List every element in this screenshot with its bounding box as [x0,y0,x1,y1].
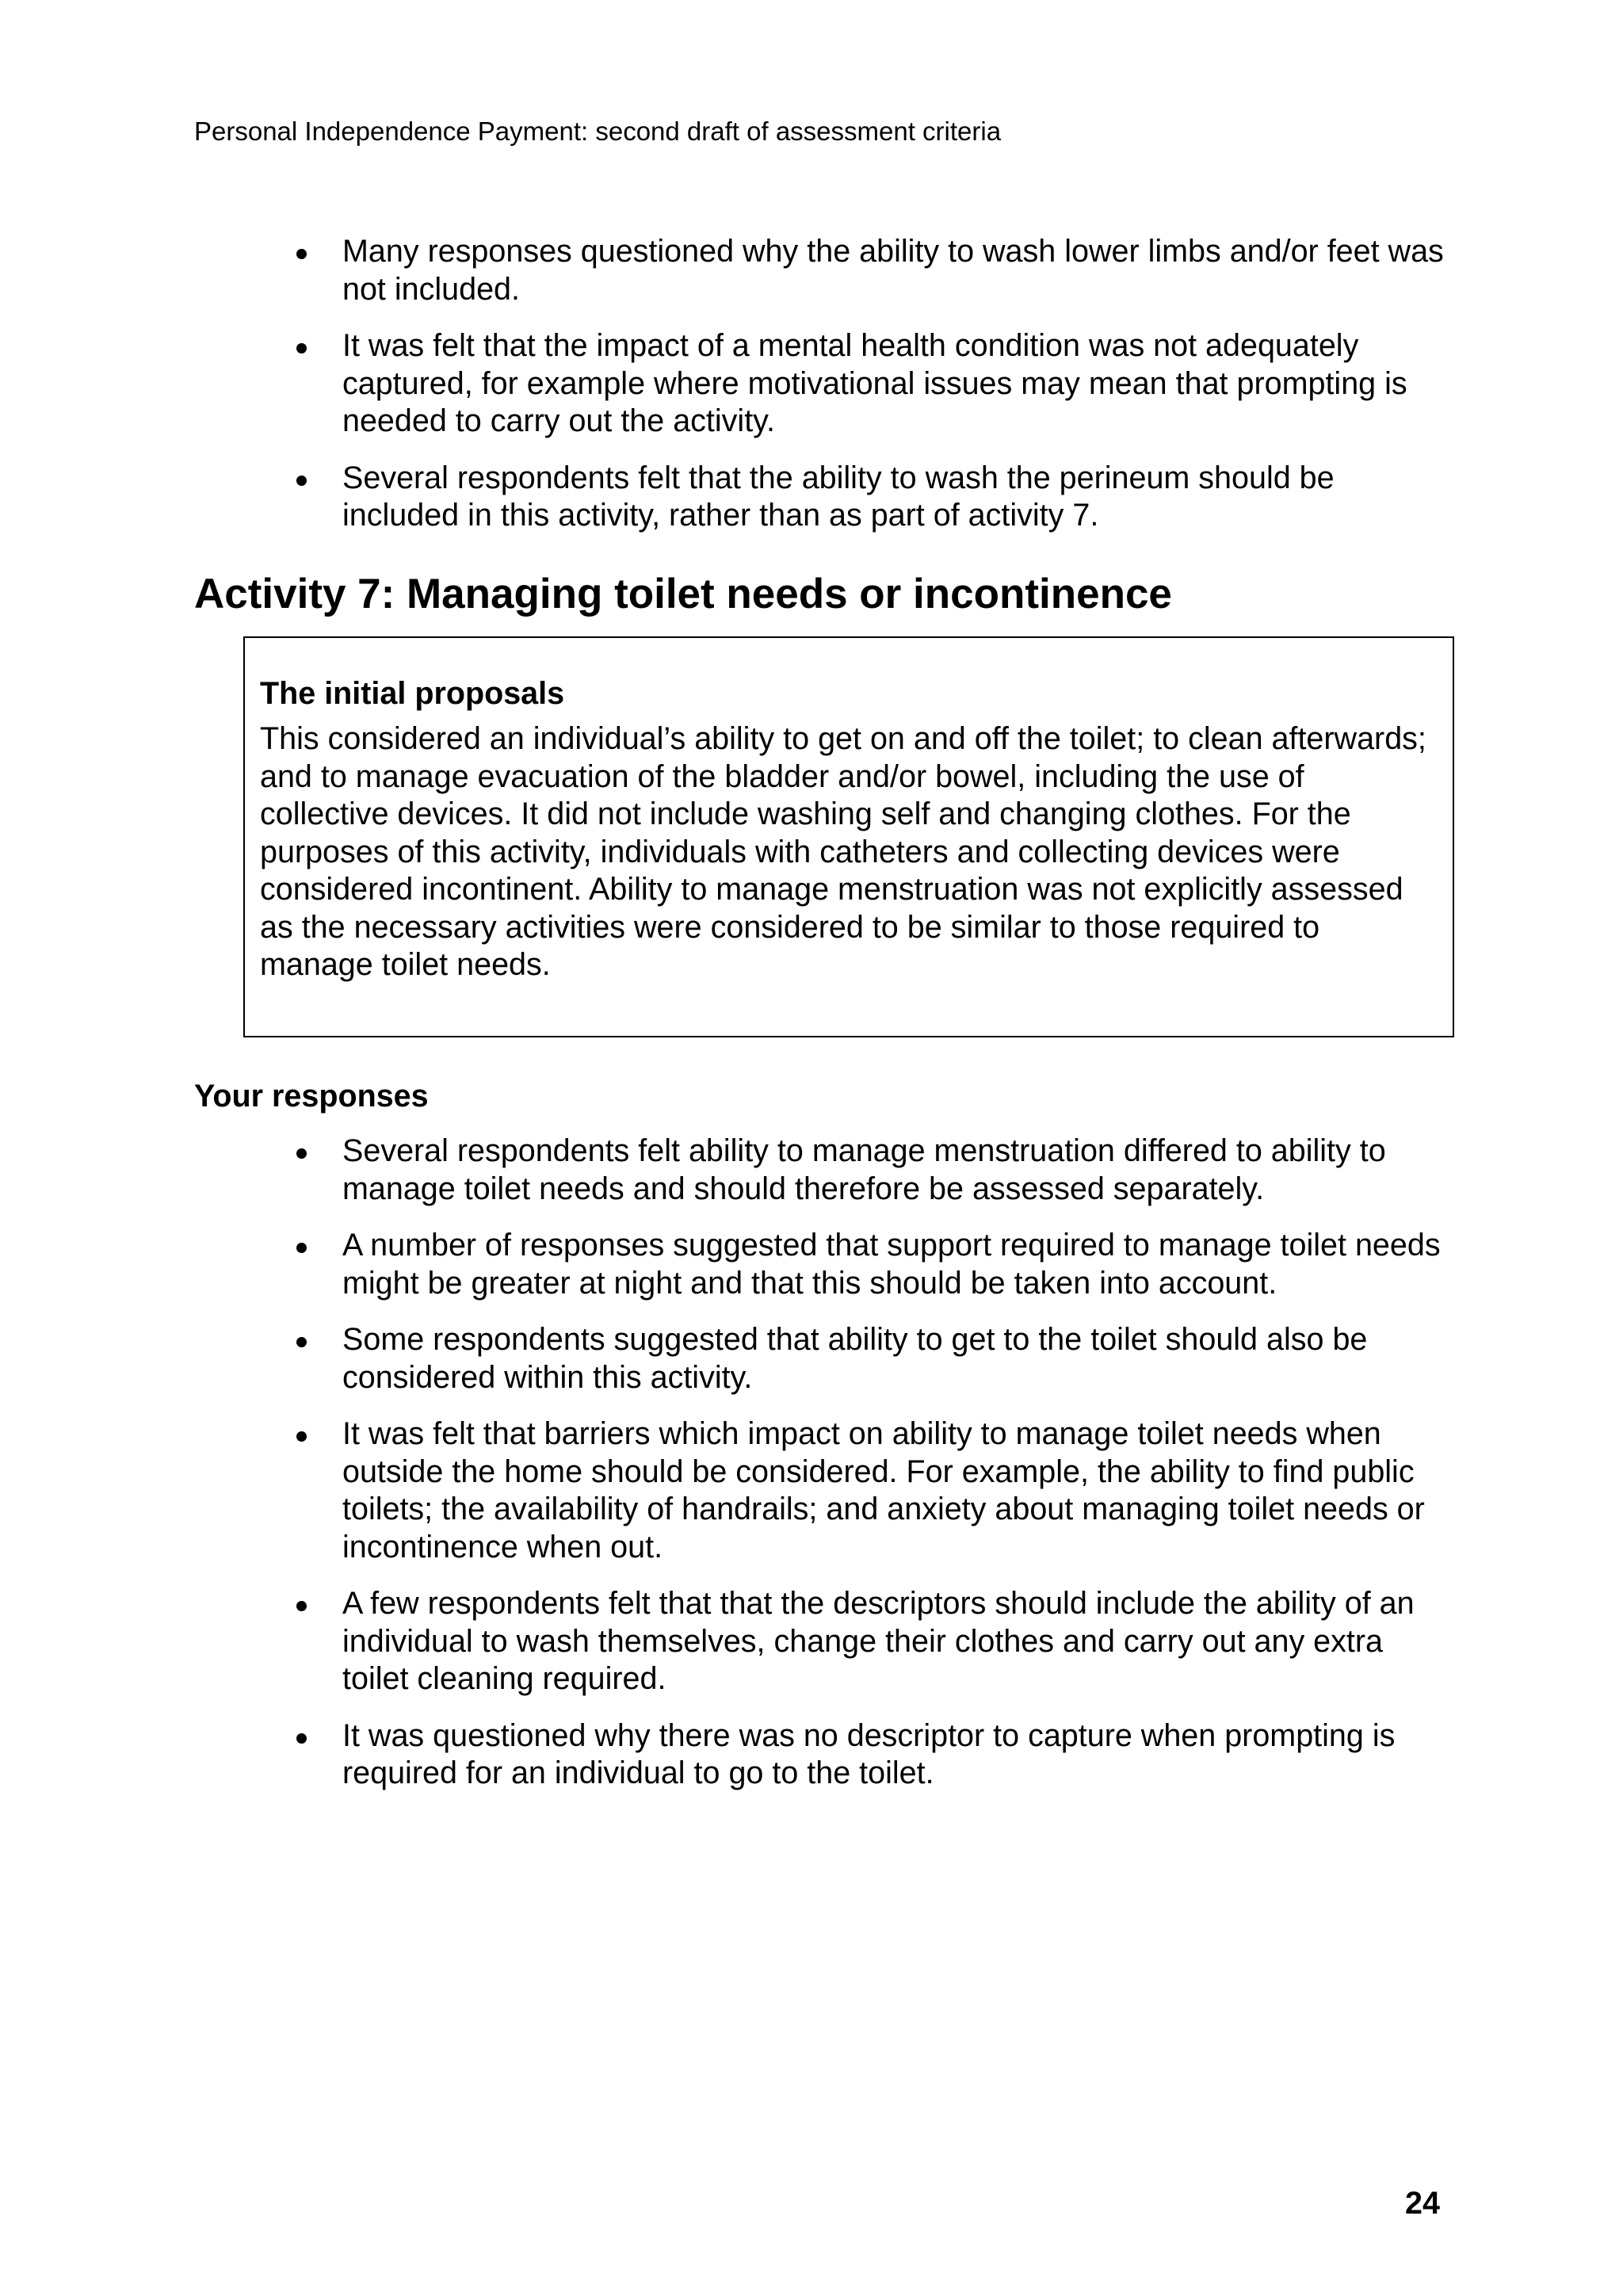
bullet-text: It was felt that barriers which impact on ability to manage toilet needs when outside the home should be considered. For example, the ability to find public toilets; the availability of handrails; and anxiety about managing toilet needs or incontinence when out. [342,1416,1425,1564]
bullet-icon [296,1337,307,1347]
bullet-text: Several respondents felt ability to manage menstruation differed to ability to manage toilet needs and should therefore be assessed separately. [342,1133,1386,1206]
bullet-text: It was felt that the impact of a mental health condition was not adequately captured, for example where motivational issues may mean that prompting is needed to carry out the activity. [342,328,1407,438]
bullet-icon [296,249,307,259]
bullet-icon [296,1243,307,1253]
bullet-icon [296,1431,307,1442]
list-item [194,1585,1446,1698]
bullet-icon [296,343,307,353]
bullet-text: A few respondents felt that that the descriptors should include the ability of an individual to wash themselves, change their clothes and carry out any extra toilet cleaning required. [342,1586,1415,1696]
list-item [194,233,1446,308]
bullet-text: Several respondents felt that the ability to wash the perineum should be included in this activity, rather than as part of activity 7. [342,460,1335,533]
responses-heading: Your responses [194,1079,429,1114]
list-item [194,460,1446,535]
bullet-text: Many responses questioned why the ability to wash lower limbs and/or feet was not included. [342,234,1444,307]
bullet-icon [296,1601,307,1611]
list-item [194,327,1446,441]
list-item [194,1415,1446,1566]
bullet-text: Some respondents suggested that ability to get to the toilet should also be considered within this activity. [342,1322,1368,1395]
bullet-icon [296,1148,307,1159]
bullet-text: It was questioned why there was no descriptor to capture when prompting is required for an individual to go to the toilet. [342,1717,1396,1790]
page-number: 24 [1405,2186,1440,2221]
proposals-text: This considered an individual’s ability to get on and off the toilet; to clean afterwards; and to manage evacuation of the bladder and/or bowel, including the use of collective devices. It did not include washing self and changing clothes. For the purposes of this activity, individuals with catheters and collecting devices were considered incontinent. Ability to manage menstruation was not explicitly assessed as the necessary activities were considered to be similar to those required to manage toilet needs. [260,721,1426,982]
intro-bullet-list [194,233,1446,554]
list-item [194,1717,1446,1793]
bullet-icon [296,1733,307,1744]
bullet-icon [296,476,307,486]
activity-heading: Activity 7: Managing toilet needs or incontinence [194,571,1172,617]
bullet-text: A number of responses suggested that support required to manage toilet needs might be greater at night and that this should be taken into account. [342,1228,1441,1301]
proposals-heading: The initial proposals [260,676,565,711]
list-item [194,1321,1446,1396]
running-header: Personal Independence Payment: second draft of assessment criteria [194,117,1002,146]
responses-bullet-list [194,1133,1446,1812]
list-item [194,1227,1446,1302]
initial-proposals-box [243,636,1454,1037]
list-item [194,1133,1446,1208]
